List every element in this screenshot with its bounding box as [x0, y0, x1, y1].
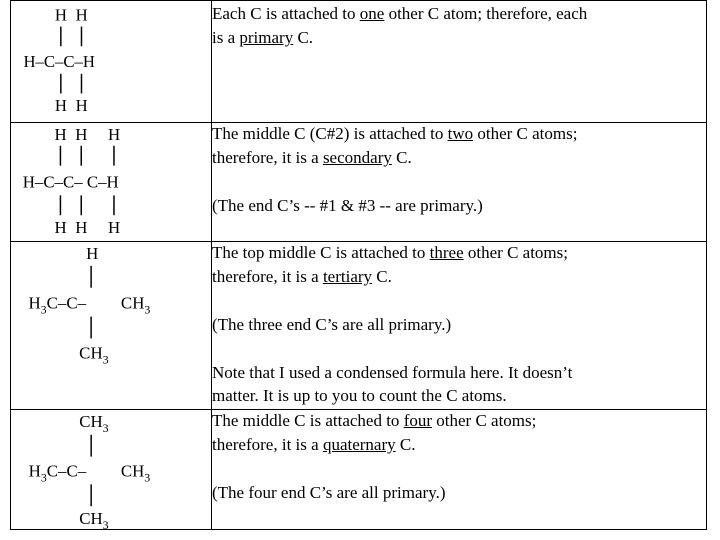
propane-explanation [212, 122, 706, 241]
underlined-term: quaternary [322, 435, 396, 454]
propane-chain: H–C–C– C–H [22, 172, 119, 192]
underlined-term: two [447, 124, 474, 143]
text-segment: The top middle C is attached to [212, 243, 430, 262]
text-line [212, 363, 572, 383]
text-line [212, 267, 392, 287]
h-bottom-2: H [75, 218, 88, 238]
text-segment: matter. It is up to you to count the C atoms. [212, 386, 507, 405]
text-segment: The middle C is attached to [212, 411, 404, 430]
ethane-structure-cell [11, 1, 212, 122]
neopentane-explanation [212, 409, 706, 529]
text-segment: C. [391, 148, 412, 167]
text-segment: C. [372, 267, 392, 286]
isobutane-explanation [212, 241, 706, 409]
ch3-bottom: $CH_3$ [79, 343, 109, 367]
ethane-explanation [212, 1, 706, 122]
underlined-term: secondary [322, 148, 392, 167]
ethane-structure [11, 1, 211, 122]
propane-structure-cell [11, 122, 212, 241]
text-segment: is a [212, 28, 240, 47]
text-line [212, 386, 507, 406]
h-top-3: H [108, 124, 121, 144]
text-line [212, 483, 446, 503]
underlined-term: primary [239, 28, 294, 47]
text-segment: other C atom; therefore, each [384, 4, 588, 23]
text-line [212, 124, 577, 144]
row-ethane [10, 0, 707, 123]
underlined-term: four [403, 411, 433, 430]
h-top-2: H [75, 5, 88, 25]
text-line [212, 4, 587, 24]
underlined-term: three [429, 243, 464, 262]
text-line [212, 243, 568, 263]
neopentane-structure-cell [11, 409, 212, 532]
underlined-term: one [359, 4, 385, 23]
row-propane [10, 122, 707, 242]
propane-structure [11, 122, 211, 241]
neopentane-structure [11, 409, 211, 532]
underlined-term: tertiary [322, 267, 373, 286]
text-segment: (The four end C’s are all primary.) [212, 483, 446, 502]
text-segment: therefore, it is a [212, 435, 323, 454]
ch3-left: $H_3C-C-$ [28, 293, 87, 317]
isobutane-structure [11, 241, 211, 409]
row-neopentane [10, 409, 707, 530]
h-top-1: H [54, 5, 68, 25]
h-bottom-1: H [54, 218, 67, 238]
text-segment: The middle C (C#2) is attached to [212, 124, 448, 143]
h-bottom-3: H [108, 218, 121, 238]
ch3-left: $H_3C-C-$ [28, 461, 87, 485]
text-segment: Each C is attached to [212, 4, 360, 23]
text-line [212, 435, 415, 455]
ch3-right: $CH_3$ [120, 293, 151, 317]
h-top-1: H [54, 124, 67, 144]
text-segment: C. [395, 435, 416, 454]
isobutane-structure-cell [11, 241, 212, 409]
row-isobutane [10, 241, 707, 410]
h-top: H [86, 243, 99, 263]
text-segment: other C atoms; [463, 243, 568, 262]
ch3-bottom: $CH_3$ [79, 509, 109, 532]
text-line [212, 315, 451, 335]
text-segment: therefore, it is a [212, 148, 323, 167]
text-line [212, 28, 313, 48]
text-segment: therefore, it is a [212, 267, 323, 286]
text-segment: (The end C’s -- #1 & #3 -- are primary.) [212, 196, 483, 215]
text-segment: C. [293, 28, 314, 47]
h-top-2: H [75, 124, 88, 144]
text-segment: other C atoms; [432, 411, 537, 430]
text-line [212, 411, 536, 431]
text-segment: other C atoms; [473, 124, 578, 143]
h-bottom-2: H [75, 96, 88, 116]
ch3-right: $CH_3$ [120, 461, 151, 485]
h-bottom-1: H [54, 96, 68, 116]
text-line [212, 148, 412, 168]
text-segment: Note that I used a condensed formula here. It doesn’t [212, 363, 573, 382]
ethane-chain: H–C–C–H [23, 51, 95, 71]
text-segment: (The three end C’s are all primary.) [212, 315, 452, 334]
text-line [212, 196, 483, 216]
ch3-top: $CH_3$ [79, 411, 109, 435]
